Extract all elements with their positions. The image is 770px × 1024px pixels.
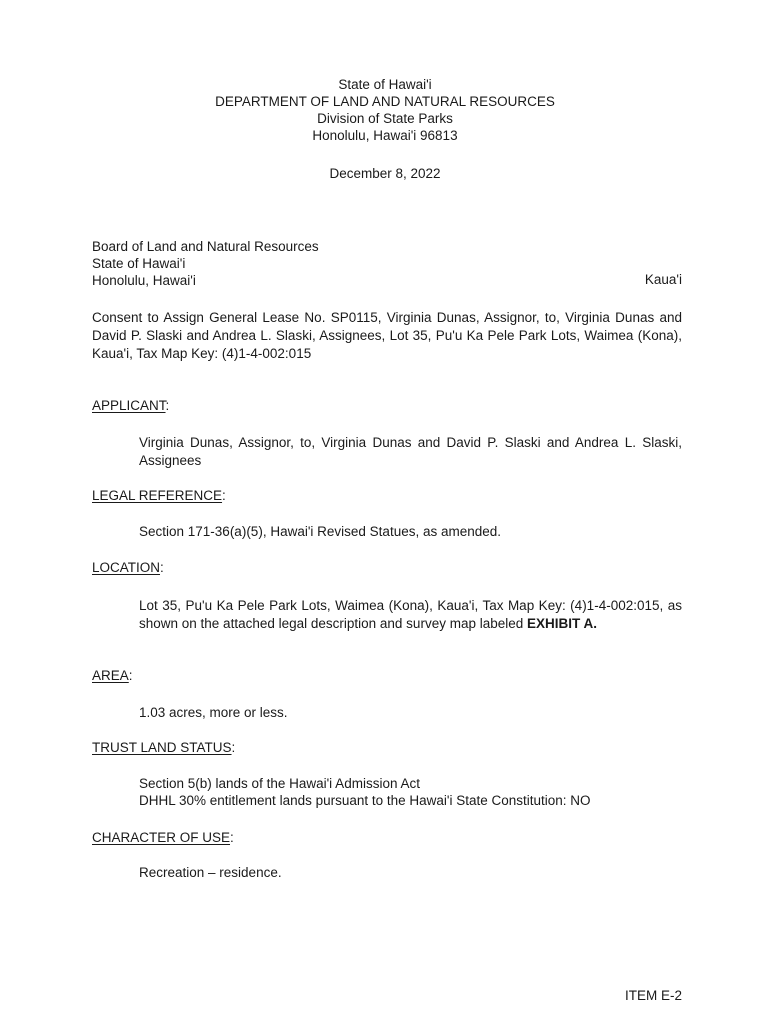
addressee xyxy=(92,238,319,289)
letterhead-division: Division of State Parks xyxy=(317,111,453,126)
trust-land-status-body xyxy=(139,775,591,809)
applicant-heading: APPLICANT xyxy=(92,398,166,413)
location-body xyxy=(139,597,682,633)
location-heading-wrap: LOCATION: xyxy=(92,560,164,575)
letterhead-city: Honolulu, Hawai'i 96813 xyxy=(312,128,458,143)
location-text: Lot 35, Pu'u Ka Pele Park Lots, Waimea (Kona), Kaua'i, Tax Map Key: (4)1-4-002:015, as shown on the attached legal description and survey map labeled xyxy=(139,598,682,631)
area-heading-wrap: AREA: xyxy=(92,668,133,683)
character-of-use-heading: CHARACTER OF USE xyxy=(92,830,231,845)
trust-land-status-line1: Section 5(b) lands of the Hawai'i Admission Act xyxy=(139,776,420,791)
letterhead-department: DEPARTMENT OF LAND AND NATURAL RESOURCES xyxy=(215,94,555,109)
island-label: Kaua'i xyxy=(644,272,682,287)
area-heading: AREA xyxy=(92,668,129,683)
applicant-body: Virginia Dunas, Assignor, to, Virginia Dunas and David P. Slaski and Andrea L. Slaski, Assignees xyxy=(139,435,682,468)
trust-land-status-heading-wrap: TRUST LAND STATUS: xyxy=(92,740,236,755)
document-date: December 8, 2022 xyxy=(329,166,441,181)
trust-land-status-heading: TRUST LAND STATUS xyxy=(92,740,232,755)
subject-paragraph: Consent to Assign General Lease No. SP0115, Virginia Dunas, Assignor, to, Virginia Dunas and David P. Slaski and Andrea L. Slaski, Assignees, Lot 35, Pu'u Ka Pele Park Lots, Waimea (Kona), Kaua'i, Tax Map Key: (4)1-4-002:015 xyxy=(92,310,682,361)
character-of-use-heading-wrap: CHARACTER OF USE: xyxy=(92,830,234,845)
area-body: 1.03 acres, more or less. xyxy=(139,705,288,720)
location-heading: LOCATION xyxy=(92,560,161,575)
character-of-use-body: Recreation – residence. xyxy=(139,865,282,880)
legal-reference-heading: LEGAL REFERENCE xyxy=(92,488,223,503)
addressee-state: State of Hawai'i xyxy=(92,256,186,271)
applicant-heading-wrap: APPLICANT: xyxy=(92,398,170,413)
exhibit-label: EXHIBIT A. xyxy=(527,616,598,631)
addressee-board: Board of Land and Natural Resources xyxy=(92,239,319,254)
legal-reference-body: Section 171-36(a)(5), Hawai'i Revised Statues, as amended. xyxy=(139,524,502,539)
addressee-city: Honolulu, Hawai'i xyxy=(92,273,196,288)
legal-reference-heading-wrap: LEGAL REFERENCE: xyxy=(92,488,226,503)
trust-land-status-line2: DHHL 30% entitlement lands pursuant to the Hawai'i State Constitution: NO xyxy=(139,793,591,808)
item-number: ITEM E-2 xyxy=(624,988,682,1003)
letterhead xyxy=(0,76,770,144)
letterhead-state: State of Hawai'i xyxy=(338,77,432,92)
